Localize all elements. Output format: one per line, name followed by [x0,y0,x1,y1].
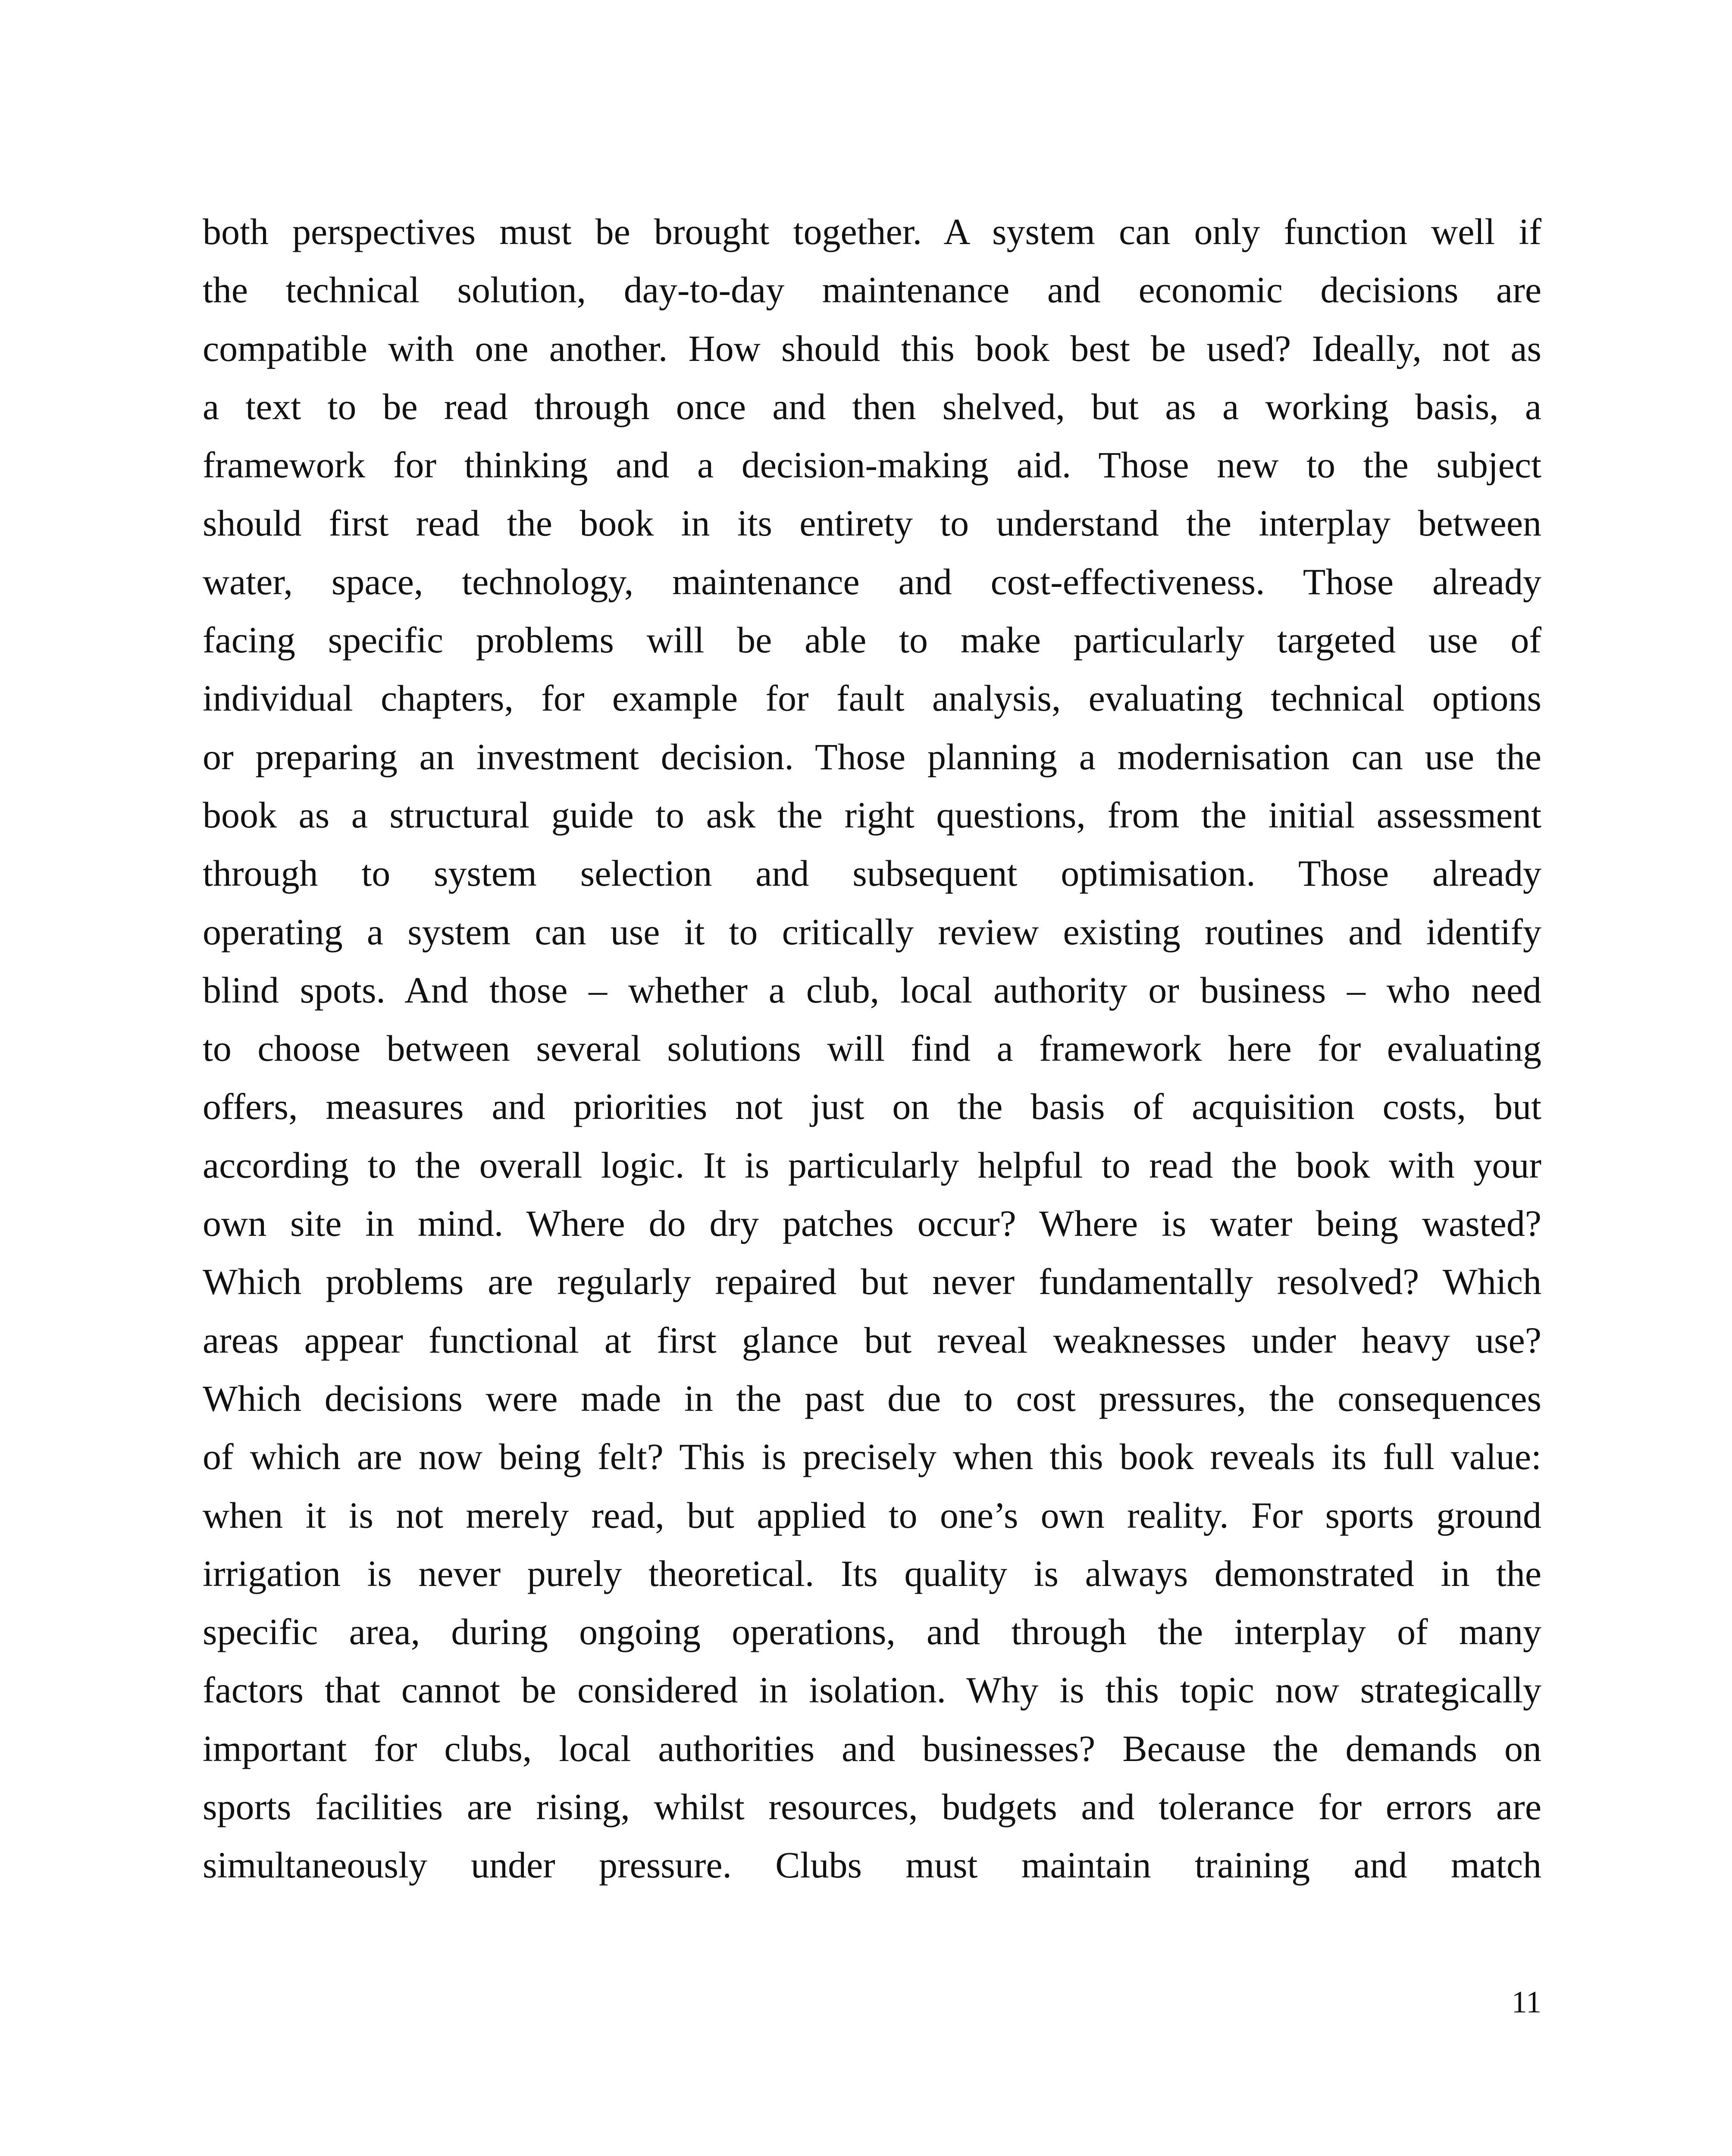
text-line: both perspectives must be brought together. A system can only function well if [203,211,1541,252]
text-line: should first read the book in its entirety to understand the interplay between [203,502,1541,544]
text-line: book as a structural guide to ask the right questions, from the initial assessment [203,794,1541,836]
body-paragraph [203,203,1541,1895]
text-line: to choose between several solutions will find a framework here for evaluating [203,1028,1541,1069]
text-line: irrigation is never purely theoretical. Its quality is always demonstrated in the [203,1552,1541,1594]
text-line: factors that cannot be considered in isolation. Why is this topic now strategically [203,1669,1541,1711]
text-line: offers, measures and priorities not just on the basis of acquisition costs, but [203,1086,1541,1128]
text-line: individual chapters, for example for fault analysis, evaluating technical options [203,677,1541,719]
text-line: compatible with one another. How should this book best be used? Ideally, not as [203,327,1541,369]
text-line: simultaneously under pressure. Clubs must maintain training and match [203,1844,1541,1886]
text-line: water, space, technology, maintenance and cost-effectiveness. Those already [203,561,1541,602]
page-number: 11 [1511,1985,1541,2019]
text-line: the technical solution, day-to-day maintenance and economic decisions are [203,269,1541,311]
text-line: own site in mind. Where do dry patches occur? Where is water being wasted? [203,1203,1541,1244]
text-line: Which decisions were made in the past due to cost pressures, the consequences [203,1377,1541,1419]
text-line: operating a system can use it to critically review existing routines and identify [203,911,1541,953]
text-line: framework for thinking and a decision-making aid. Those new to the subject [203,444,1541,486]
text-line: a text to be read through once and then shelved, but as a working basis, a [203,385,1541,427]
text-line: or preparing an investment decision. Those planning a modernisation can use the [203,736,1541,777]
text-line: important for clubs, local authorities and businesses? Because the demands on [203,1727,1541,1769]
text-line: facing specific problems will be able to make particularly targeted use of [203,619,1541,661]
text-line: when it is not merely read, but applied to one’s own reality. For sports ground [203,1494,1541,1536]
text-line: Which problems are regularly repaired but never fundamentally resolved? Which [203,1261,1541,1303]
text-line: sports facilities are rising, whilst resources, budgets and tolerance for errors are [203,1786,1541,1828]
text-line: through to system selection and subsequent optimisation. Those already [203,852,1541,894]
text-line: of which are now being felt? This is precisely when this book reveals its full value: [203,1436,1541,1478]
text-line: blind spots. And those – whether a club, local authority or business – who need [203,969,1541,1011]
text-line: specific area, during ongoing operations, and through the interplay of many [203,1611,1541,1653]
text-line: according to the overall logic. It is particularly helpful to read the book with your [203,1144,1541,1186]
text-line: areas appear functional at first glance but reveal weaknesses under heavy use? [203,1319,1541,1361]
